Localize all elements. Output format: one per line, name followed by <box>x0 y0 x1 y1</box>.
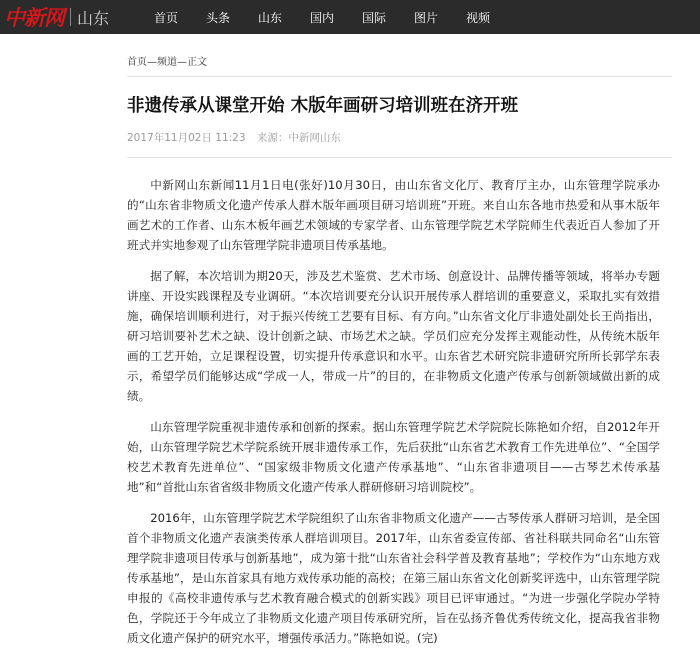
nav-item-shandong[interactable]: 山东 <box>257 10 282 25</box>
nav-item-headlines[interactable]: 头条 <box>205 10 230 25</box>
nav-item-domestic[interactable]: 国内 <box>309 10 334 25</box>
nav-item-video[interactable]: 视频 <box>465 10 490 25</box>
top-navigation-bar <box>0 0 700 34</box>
logo-region-text: 山东 <box>77 8 110 28</box>
logo-divider <box>70 8 71 26</box>
nav-item-pictures[interactable]: 图片 <box>413 10 438 25</box>
article-paragraph: 中新网山东新闻11月1日电(张好)10月30日，由山东省文化厅、教育厅主办，山东管理学院承办的“山东省非物质文化遗产传承人群木版年画项目研习培训班”开班。来自山东各地市热爱和从事木版年画艺术的工作者、山东木板年画艺术领域的专家学者、山东管理学院艺术学院师生代表近百人参加了开班式并实地参观了山东管理学院非遗项目传承基地。 <box>127 177 660 252</box>
article-body <box>127 175 660 648</box>
site-logo[interactable] <box>0 0 124 34</box>
main-nav <box>140 0 504 34</box>
breadcrumb[interactable]: 首页—频道—正文 <box>127 57 207 68</box>
meta-divider <box>127 157 672 158</box>
article-title: 非遗传承从课堂开始 木版年画研习培训班在济开班 <box>127 96 519 116</box>
article-source: 来源：中新网山东 <box>256 131 341 144</box>
article-meta <box>127 130 672 146</box>
article-paragraph: 据了解，本次培训为期20天，涉及艺术鉴赏、艺术市场、创意设计、品牌传播等领域，将举办专题讲座、开设实践课程及专业调研。“本次培训要充分认识开展传承人群培训的重要意义，采取扎实有效措施，确保培训顺利进行，对于振兴传统工艺要有目标、有方向。”山东省文化厅非遗处副处长王尚指出，研习培训要补艺术之缺、设计创新之缺、市场艺术之缺。学员们应充分发挥主观能动性，从传统木版年画的工艺开始，立足课程设置，切实提升传承意识和水平。山东省艺术研究院非遗研究所所长郭学东表示，希望学员们能够达成“学成一人，带成一片”的目的，在非物质文化遗产传承与创新领域做出新的成绩。 <box>127 268 660 403</box>
breadcrumb-divider <box>127 76 672 77</box>
nav-item-international[interactable]: 国际 <box>361 10 386 25</box>
logo-main-text: 中新网 <box>4 5 64 30</box>
article-date: 2017年11月02日 11:23 <box>127 131 246 144</box>
article-paragraph: 山东管理学院重视非遗传承和创新的探索。据山东管理学院艺术学院院长陈艳如介绍，自2012年开始，山东管理学院艺术学院系统开展非遗传承工作，先后获批“山东省艺术教育工作先进单位”、“全国学校艺术教育先进单位”、“国家级非物质文化遗产传承基地”、“山东省非遗项目——古琴艺术传承基地”和“首批山东省省级非物质文化遗产传承人群研修研习培训院校”。 <box>127 419 660 494</box>
article-paragraph: 2016年，山东管理学院艺术学院组织了山东省非物质文化遗产——古琴传承人群研习培训，是全国首个非物质文化遗产表演类传承人群培训项目。2017年，山东省委宣传部、省社科联共同命名“山东管理学院非遗项目传承与创新基地”，成为第十批“山东省社会科学普及教育基地”；学校作为“山东地方戏传承基地”，是山东首家具有地方戏传承功能的高校；在第三届山东省文化创新奖评选中，山东管理学院申报的《高校非遗传承与艺术教育融合模式的创新实践》项目已评审通过。“为进一步强化学院办学特色，学院还于今年成立了非物质文化遗产项目传承研究所，旨在弘扬齐鲁优秀传统文化，提高我省非物质文化遗产保护的研究水平，增强传承活力。”陈艳如说。(完) <box>127 510 660 645</box>
article-container <box>127 34 672 659</box>
nav-item-home[interactable]: 首页 <box>153 10 178 25</box>
